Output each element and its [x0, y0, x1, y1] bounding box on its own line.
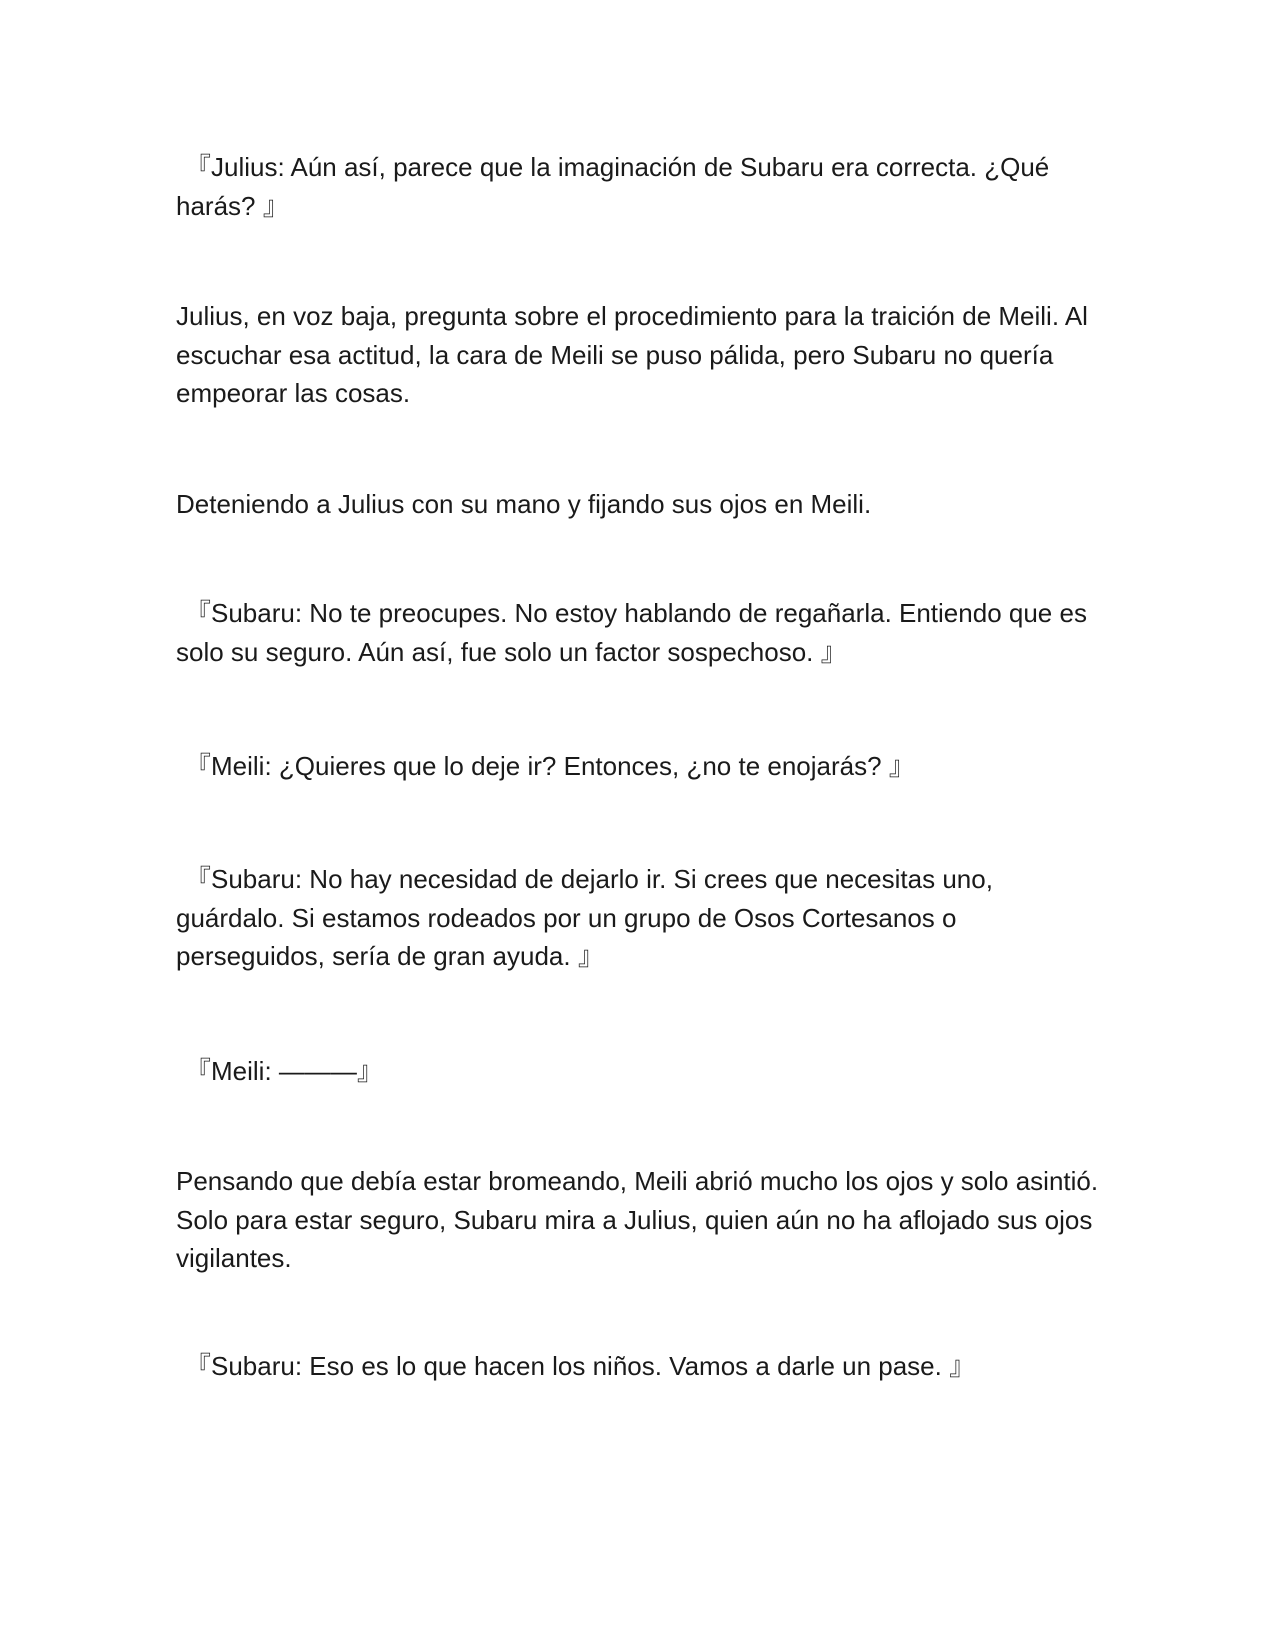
narration-deteniendo-julius: Deteniendo a Julius con su mano y fijando sus ojos en Meili.: [176, 489, 872, 519]
dialogue-julius-imaginacion: 『Julius: Aún así, parece que la imaginación de Subaru era correcta. ¿Qué harás? 』: [176, 152, 1050, 221]
dialogue-subaru-no-te-preocupes: 『Subaru: No te preocupes. No estoy hablando de regañarla. Entiendo que es solo su seguro. Aún así, fue solo un factor sospechoso. 』: [176, 598, 1087, 667]
dialogue-meili-silencio: 『Meili: ———』: [185, 1056, 383, 1086]
dialogue-meili-dejar-ir: 『Meili: ¿Quieres que lo deje ir? Entonces, ¿no te enojarás? 』: [185, 751, 915, 781]
dialogue-subaru-guardalo: 『Subaru: No hay necesidad de dejarlo ir. Si crees que necesitas uno, guárdalo. Si estamos rodeados por un grupo de Osos Cortesanos o perseguidos, sería de gran ayuda. 』: [176, 864, 993, 971]
dialogue-subaru-pase: 『Subaru: Eso es lo que hacen los niños. Vamos a darle un pase. 』: [185, 1351, 976, 1381]
narration-julius-procedimiento: Julius, en voz baja, pregunta sobre el procedimiento para la traición de Meili. Al escuchar esa actitud, la cara de Meili se puso pálida, pero Subaru no quería empeorar las cosas.: [176, 301, 1088, 408]
narration-meili-asintio: Pensando que debía estar bromeando, Meili abrió mucho los ojos y solo asintió. Solo para estar seguro, Subaru mira a Julius, quien aún no ha aflojado sus ojos vigilantes.: [176, 1166, 1099, 1273]
